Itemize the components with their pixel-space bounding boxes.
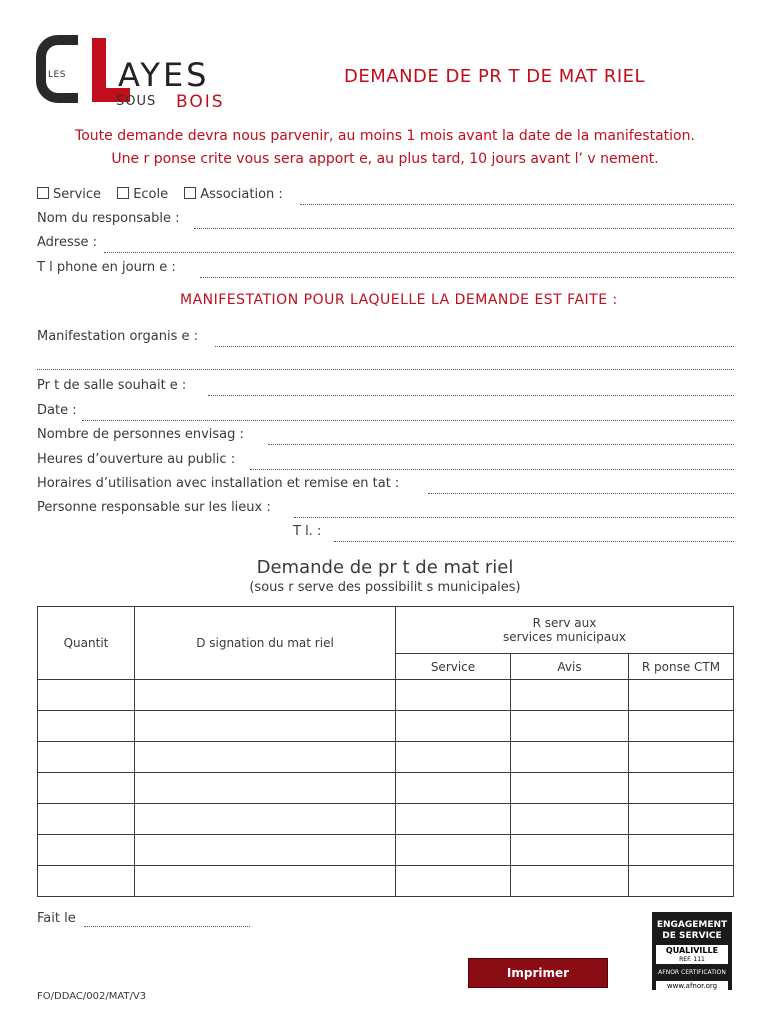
materiel-table bbox=[37, 606, 734, 897]
header-avis: Avis bbox=[511, 654, 629, 680]
logo-c-shape bbox=[36, 35, 78, 103]
cell-quantite[interactable] bbox=[38, 680, 135, 711]
badge-line-3: QUALIVILLE bbox=[656, 945, 728, 956]
cell-service[interactable] bbox=[396, 680, 511, 711]
table-row bbox=[38, 835, 734, 866]
logo-les: LES bbox=[48, 70, 66, 80]
table-row bbox=[38, 773, 734, 804]
table-row bbox=[38, 804, 734, 835]
header-reserve bbox=[396, 607, 734, 654]
table-row bbox=[38, 866, 734, 897]
telephone-label: T l phone en journ e : bbox=[37, 260, 176, 275]
header-reserve-line-2: services municipaux bbox=[503, 630, 626, 644]
cell-avis[interactable] bbox=[511, 804, 629, 835]
badge-line-4: REF. 111 bbox=[656, 956, 728, 964]
materiel-title: Demande de pr t de mat riel bbox=[256, 557, 514, 578]
association-checkbox[interactable] bbox=[184, 187, 196, 199]
badge-line-6: www.afnor.org bbox=[656, 981, 728, 992]
badge-line-2: DE SERVICE bbox=[662, 931, 722, 941]
ecole-label: Ecole bbox=[133, 187, 169, 202]
tel-label: T l. : bbox=[293, 524, 322, 539]
cell-reponse[interactable] bbox=[629, 742, 734, 773]
requester-type-row bbox=[37, 187, 283, 202]
nom-field[interactable] bbox=[194, 228, 734, 229]
adresse-field[interactable] bbox=[104, 252, 734, 253]
cell-designation[interactable] bbox=[135, 773, 396, 804]
logo-sous: SOUS bbox=[116, 94, 157, 109]
intro-line-1: Toute demande devra nous parvenir, au moins 1 mois avant la date de la manifestation. bbox=[75, 128, 695, 144]
tel-field[interactable] bbox=[334, 541, 734, 542]
cell-reponse[interactable] bbox=[629, 804, 734, 835]
cell-designation[interactable] bbox=[135, 835, 396, 866]
cell-designation[interactable] bbox=[135, 680, 396, 711]
heures-label: Heures d’ouverture au public : bbox=[37, 452, 236, 467]
manifestation-organisee-field-2[interactable] bbox=[37, 369, 734, 370]
manifestation-organisee-field[interactable] bbox=[215, 346, 734, 347]
header-service: Service bbox=[396, 654, 511, 680]
table-row bbox=[38, 711, 734, 742]
date-field[interactable] bbox=[82, 420, 734, 421]
responsable-lieux-field[interactable] bbox=[294, 517, 734, 518]
service-checkbox[interactable] bbox=[37, 187, 49, 199]
page-title: DEMANDE DE PR T DE MAT RIEL bbox=[344, 66, 646, 87]
badge-line-1: ENGAGEMENT bbox=[656, 920, 728, 930]
cell-quantite[interactable] bbox=[38, 773, 135, 804]
logo-bois: BOIS bbox=[176, 92, 225, 112]
cell-reponse[interactable] bbox=[629, 680, 734, 711]
nom-label: Nom du responsable : bbox=[37, 211, 180, 226]
adresse-label: Adresse : bbox=[37, 235, 98, 250]
cell-designation[interactable] bbox=[135, 866, 396, 897]
cell-avis[interactable] bbox=[511, 711, 629, 742]
table-row bbox=[38, 742, 734, 773]
header-quantite: Quantit bbox=[38, 607, 135, 680]
salle-label: Pr t de salle souhait e : bbox=[37, 378, 187, 393]
cell-designation[interactable] bbox=[135, 804, 396, 835]
association-label: Association : bbox=[200, 187, 283, 202]
cell-reponse[interactable] bbox=[629, 711, 734, 742]
table-row bbox=[38, 680, 734, 711]
horaires-label: Horaires d’utilisation avec installation et remise en tat : bbox=[37, 476, 400, 491]
ecole-checkbox[interactable] bbox=[117, 187, 129, 199]
fait-le-field[interactable] bbox=[84, 926, 250, 927]
cell-quantite[interactable] bbox=[38, 804, 135, 835]
cell-quantite[interactable] bbox=[38, 742, 135, 773]
cell-service[interactable] bbox=[396, 773, 511, 804]
manifestation-organisee-label: Manifestation organis e : bbox=[37, 329, 199, 344]
cell-designation[interactable] bbox=[135, 742, 396, 773]
cell-avis[interactable] bbox=[511, 835, 629, 866]
date-label: Date : bbox=[37, 403, 77, 418]
salle-field[interactable] bbox=[208, 395, 734, 396]
cell-quantite[interactable] bbox=[38, 866, 135, 897]
cell-service[interactable] bbox=[396, 742, 511, 773]
cell-service[interactable] bbox=[396, 835, 511, 866]
cell-quantite[interactable] bbox=[38, 711, 135, 742]
header-reponse: R ponse CTM bbox=[629, 654, 734, 680]
fait-le-label: Fait le bbox=[37, 911, 76, 926]
qualiville-badge bbox=[652, 912, 732, 990]
heures-field[interactable] bbox=[250, 469, 734, 470]
cell-avis[interactable] bbox=[511, 773, 629, 804]
cell-service[interactable] bbox=[396, 711, 511, 742]
cell-reponse[interactable] bbox=[629, 773, 734, 804]
manifestation-section-title: MANIFESTATION POUR LAQUELLE LA DEMANDE EST FAITE : bbox=[180, 292, 618, 308]
cell-avis[interactable] bbox=[511, 680, 629, 711]
cell-avis[interactable] bbox=[511, 866, 629, 897]
materiel-subtitle: (sous r serve des possibilit s municipales) bbox=[249, 580, 521, 595]
association-field[interactable] bbox=[300, 204, 734, 205]
form-reference: FO/DDAC/002/MAT/V3 bbox=[37, 991, 147, 1002]
cell-quantite[interactable] bbox=[38, 835, 135, 866]
logo-ayes: AYES bbox=[118, 56, 210, 94]
cell-reponse[interactable] bbox=[629, 835, 734, 866]
header-designation: D signation du mat riel bbox=[135, 607, 396, 680]
horaires-field[interactable] bbox=[428, 493, 734, 494]
responsable-lieux-label: Personne responsable sur les lieux : bbox=[37, 500, 271, 515]
header-reserve-line-1: R serv aux bbox=[532, 616, 597, 630]
cell-designation[interactable] bbox=[135, 711, 396, 742]
personnes-field[interactable] bbox=[268, 444, 734, 445]
cell-service[interactable] bbox=[396, 866, 511, 897]
intro-line-2: Une r ponse crite vous sera apport e, au plus tard, 10 jours avant l’ v nement. bbox=[111, 151, 659, 167]
service-label: Service bbox=[53, 187, 102, 202]
print-button[interactable]: Imprimer bbox=[468, 958, 608, 988]
cell-avis[interactable] bbox=[511, 742, 629, 773]
cell-reponse[interactable] bbox=[629, 866, 734, 897]
telephone-field[interactable] bbox=[200, 277, 734, 278]
personnes-label: Nombre de personnes envisag : bbox=[37, 427, 244, 442]
badge-line-5: AFNOR CERTIFICATION bbox=[658, 969, 726, 976]
cell-service[interactable] bbox=[396, 804, 511, 835]
